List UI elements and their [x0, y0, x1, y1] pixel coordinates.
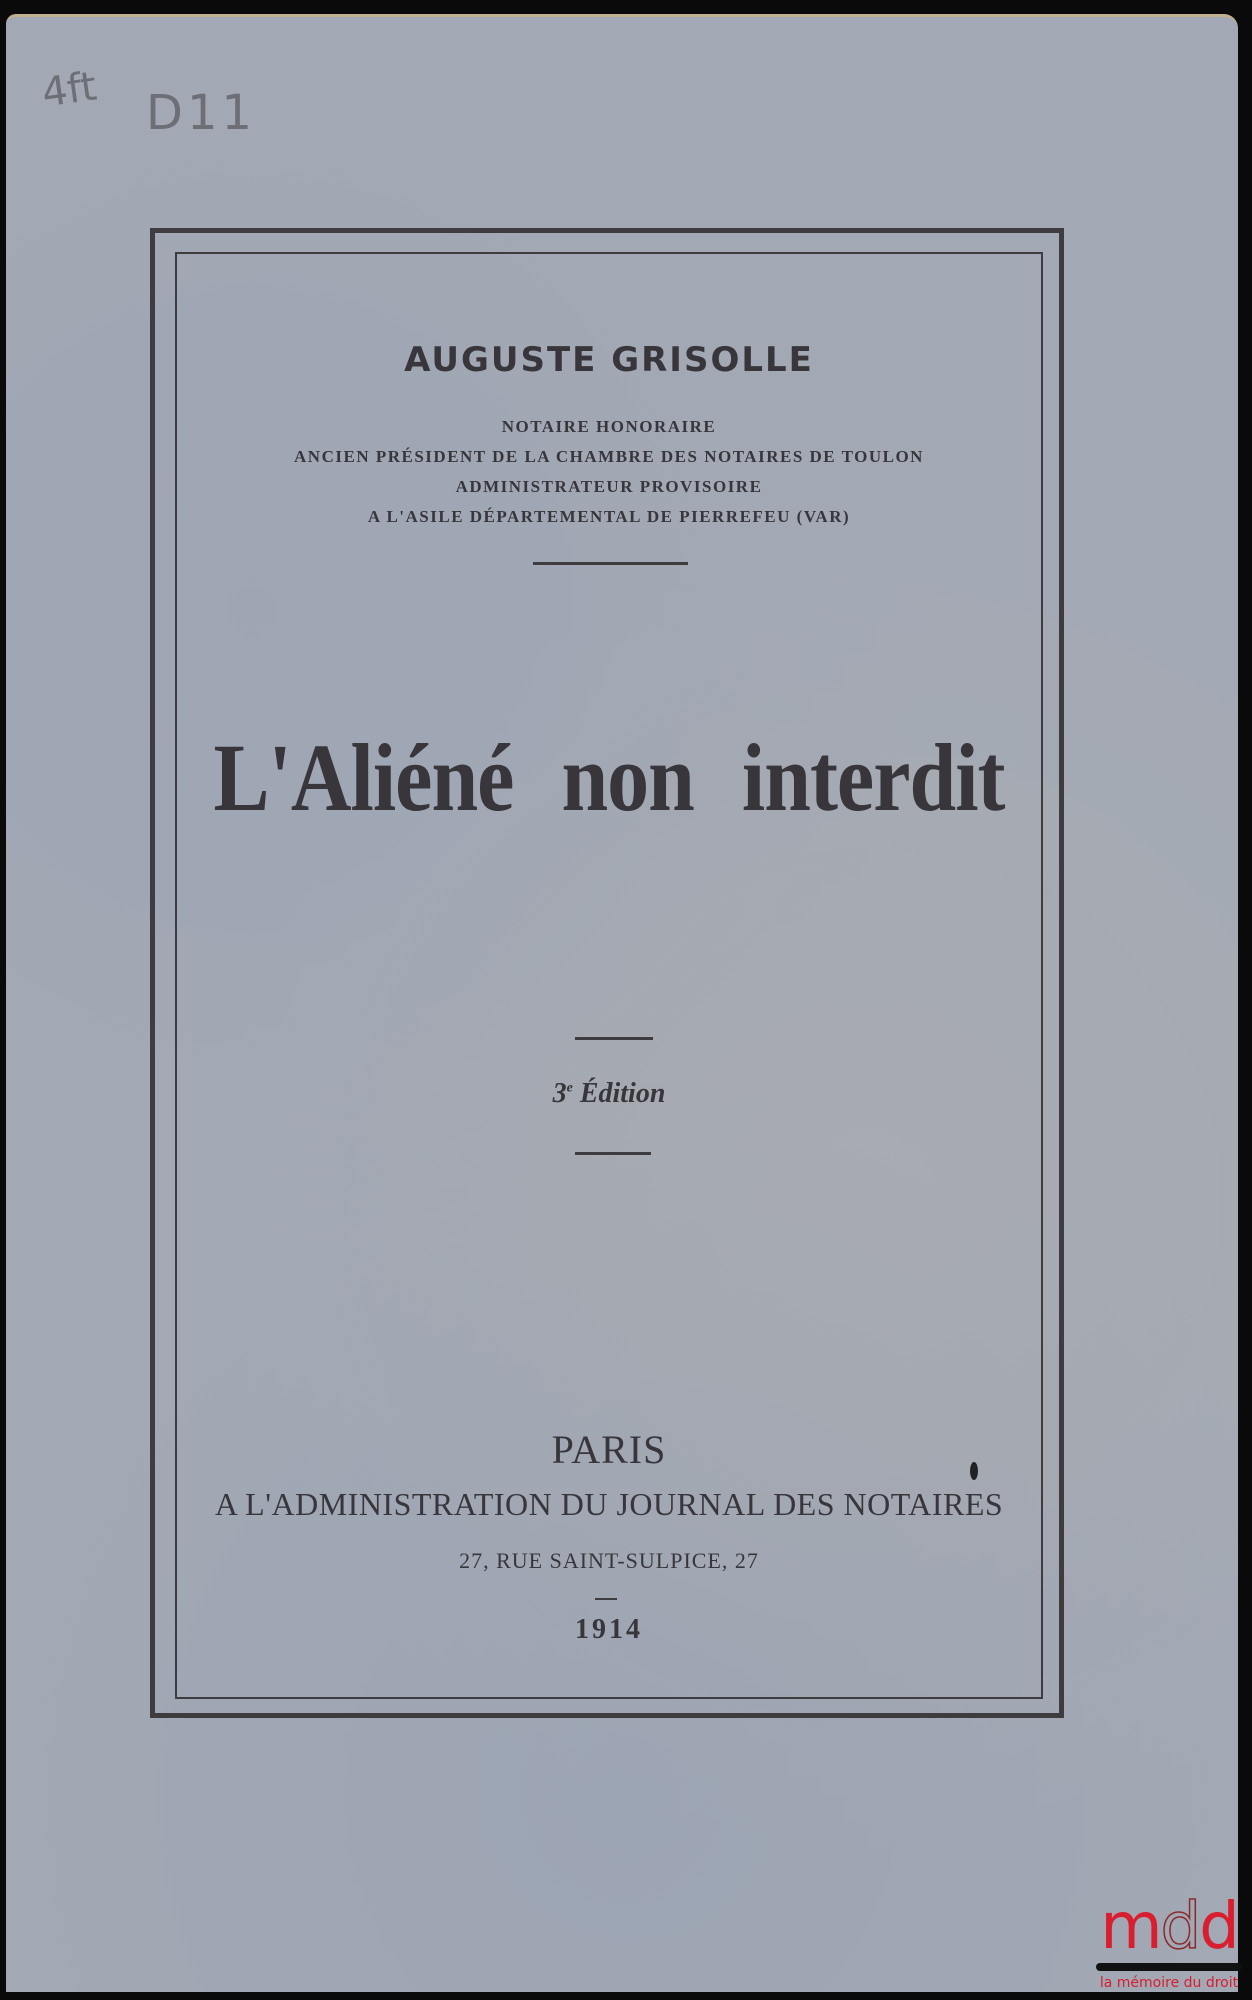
author-title-line: A L'ASILE DÉPARTEMENTAL DE PIERREFEU (VAR) [367, 507, 851, 526]
handwritten-note: 4ft [39, 63, 100, 117]
book-title: L'Aliéné non interdit [213, 725, 1005, 832]
publisher-address: 27, RUE SAINT-SULPICE, 27 [459, 1548, 759, 1573]
handwritten-shelfmark: D11 [146, 85, 257, 141]
divider-rule [595, 1598, 617, 1600]
author-title-line: ADMINISTRATEUR PROVISOIRE [455, 477, 763, 496]
edition-text: Édition [579, 1078, 666, 1109]
publication-city: PARIS [551, 1427, 667, 1472]
author-titles [175, 412, 1043, 532]
logo-mark-icon: mdd [1100, 1890, 1238, 1964]
edition-suffix: e [566, 1080, 573, 1096]
author-title-line: ANCIEN PRÉSIDENT DE LA CHAMBRE DES NOTAIRES DE TOULON [294, 447, 924, 466]
mdd-logo [1094, 1890, 1244, 1991]
author-title-line: NOTAIRE HONORAIRE [501, 417, 717, 436]
edition-number: 3 [552, 1078, 567, 1109]
divider-rule [533, 562, 688, 565]
author-name: AUGUSTE GRISOLLE [404, 340, 814, 380]
publisher: A L'ADMINISTRATION DU JOURNAL DES NOTAIRES [214, 1486, 1004, 1522]
publication-year: 1914 [575, 1614, 643, 1645]
logo-bar [1096, 1963, 1242, 1971]
divider-rule [575, 1037, 653, 1040]
divider-rule [575, 1152, 651, 1155]
ink-stain [970, 1462, 978, 1480]
logo-tagline: la mémoire du droit [1099, 1975, 1239, 1991]
edition-label [175, 1078, 1043, 1110]
